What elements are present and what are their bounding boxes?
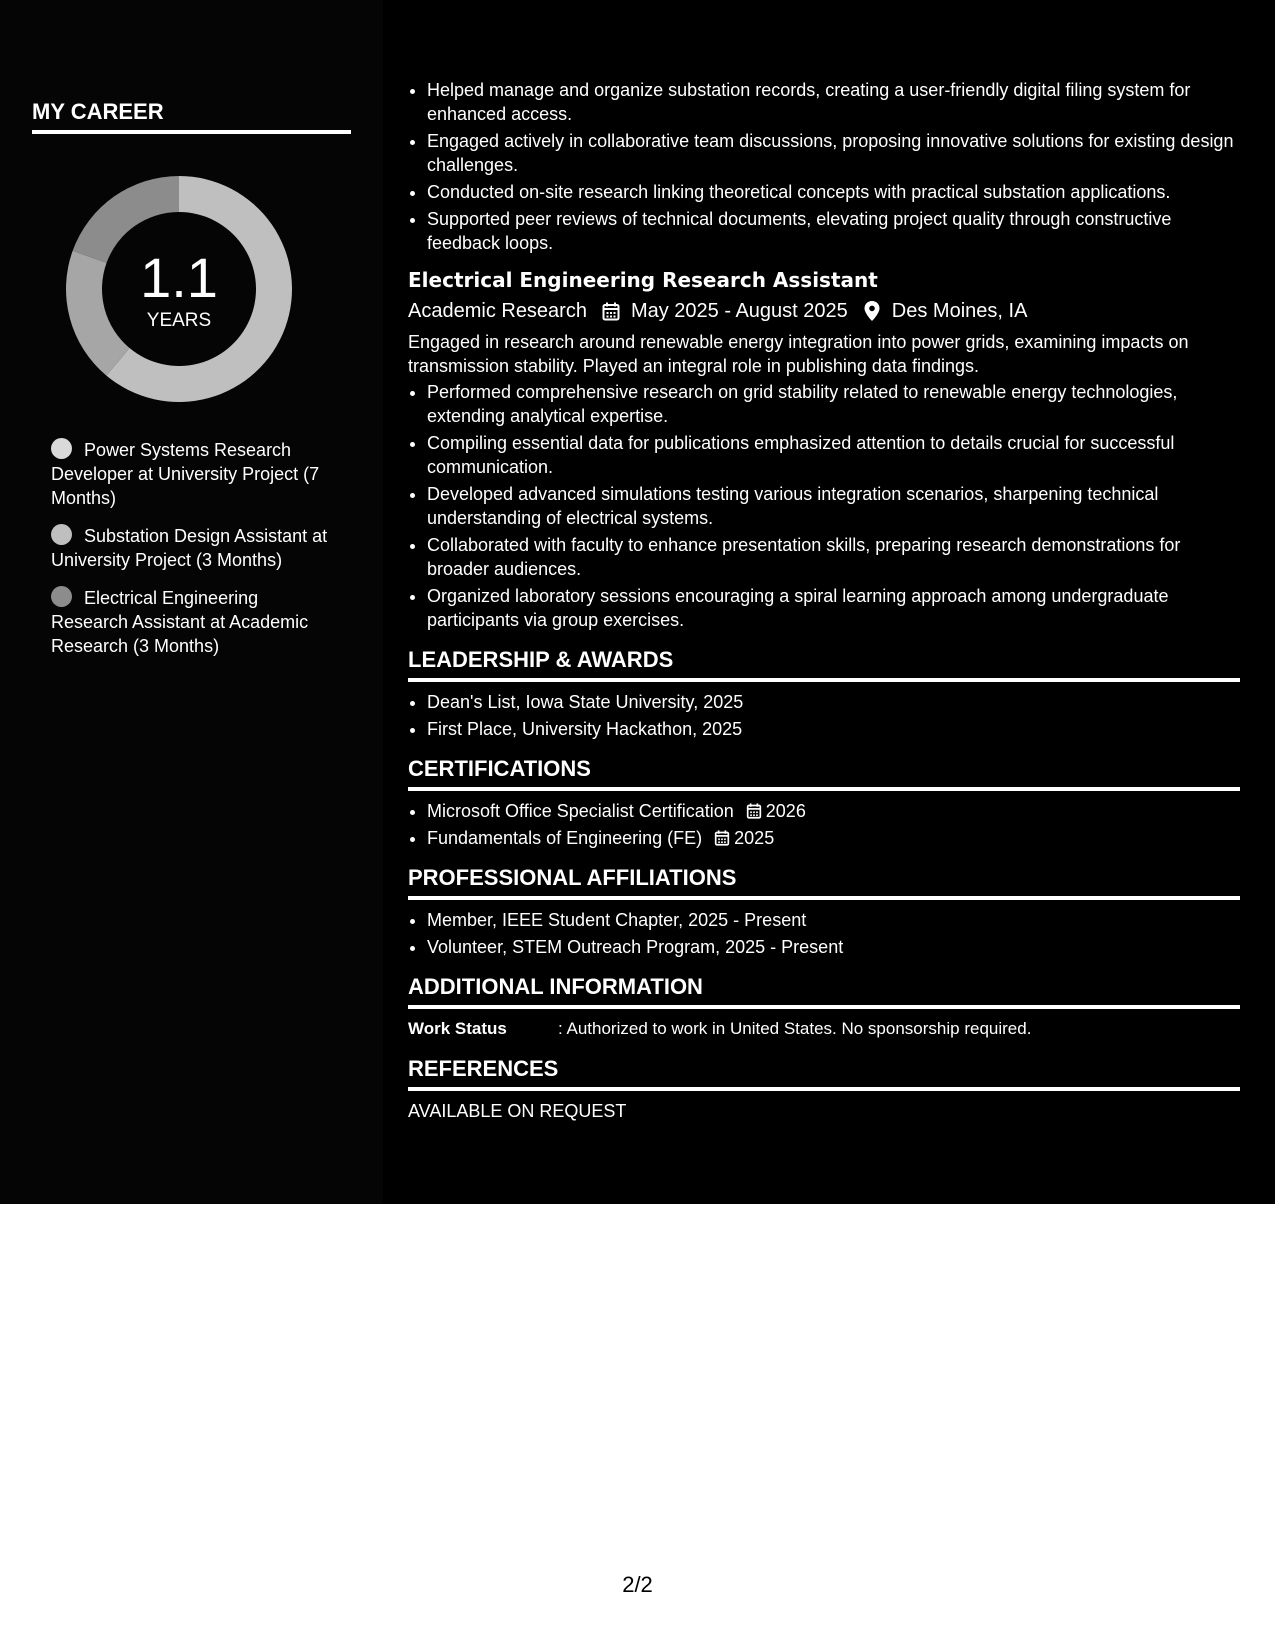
job-description: Engaged in research around renewable energy integration into power grids, examining impacts on transmission stability. Played an integral role in publishing data findings. bbox=[408, 332, 1189, 376]
career-legend-dot bbox=[51, 438, 72, 459]
career-legend-dot bbox=[51, 524, 72, 545]
bullet-item: • Organized laboratory sessions encouraging a spiral learning approach among undergraduate participants via group exercises. bbox=[427, 584, 1240, 632]
career-list bbox=[51, 438, 336, 672]
certification-item bbox=[427, 799, 1240, 823]
career-item bbox=[51, 524, 336, 572]
certification-item bbox=[427, 826, 1240, 850]
sidebar-heading: MY CAREER bbox=[32, 98, 351, 134]
total-years-value: 1.1 bbox=[140, 246, 218, 309]
bullet-item: • Collaborated with faculty to enhance presentation skills, preparing research demonstrations for broader audiences. bbox=[427, 533, 1240, 581]
bullet-item: • Conducted on-site research linking theoretical concepts with practical substation applications. bbox=[427, 180, 1240, 204]
career-donut-chart bbox=[66, 176, 292, 402]
bullet-item: • Engaged actively in collaborative team discussions, proposing innovative solutions for existing design challenges. bbox=[427, 129, 1240, 177]
previous-job-bullets bbox=[408, 78, 1240, 255]
job-dates: May 2025 - August 2025 bbox=[630, 300, 848, 322]
job-bullets bbox=[408, 380, 1240, 632]
certifications-list bbox=[408, 799, 1240, 850]
career-item bbox=[51, 586, 336, 658]
section-title-certifications: CERTIFICATIONS bbox=[408, 755, 1240, 791]
main-content bbox=[408, 78, 1240, 1123]
bullet-item: • Compiling essential data for publications emphasized attention to details crucial for successful communication. bbox=[427, 431, 1240, 479]
work-status-label: Work Status bbox=[408, 1019, 507, 1038]
work-status-row bbox=[408, 1017, 1240, 1041]
total-years-label: YEARS bbox=[146, 310, 212, 331]
certification-year: 2025 bbox=[734, 828, 775, 848]
certification-name: Microsoft Office Specialist Certification bbox=[427, 801, 734, 821]
calendar-icon bbox=[746, 803, 762, 819]
career-item-text: Electrical Engineering Research Assistant at Academic Research (3 Months) bbox=[51, 588, 309, 656]
sidebar bbox=[0, 0, 383, 1204]
section-title-affiliations: PROFESSIONAL AFFILIATIONS bbox=[408, 864, 1240, 900]
location-pin-icon bbox=[862, 301, 882, 321]
calendar-icon bbox=[714, 830, 730, 846]
job-location: Des Moines, IA bbox=[891, 300, 1028, 322]
certification-name: Fundamentals of Engineering (FE) bbox=[427, 828, 703, 848]
affiliation-item: • Member, IEEE Student Chapter, 2025 - Present bbox=[427, 908, 1240, 932]
affiliations-list bbox=[408, 908, 1240, 959]
job-meta bbox=[408, 296, 1240, 326]
bullet-item: • Supported peer reviews of technical documents, elevating project quality through constructive feedback loops. bbox=[427, 207, 1240, 255]
bullet-item: • Developed advanced simulations testing various integration scenarios, sharpening technical understanding of electrical systems. bbox=[427, 482, 1240, 530]
calendar-icon bbox=[601, 301, 621, 321]
job-title: Electrical Engineering Research Assistant bbox=[408, 268, 878, 292]
bullet-item: • Helped manage and organize substation records, creating a user-friendly digital filing system for enhanced access. bbox=[427, 78, 1240, 126]
affiliation-item: • Volunteer, STEM Outreach Program, 2025 - Present bbox=[427, 935, 1240, 959]
section-title-additional-info: ADDITIONAL INFORMATION bbox=[408, 973, 1240, 1009]
career-item bbox=[51, 438, 336, 510]
leadership-item: • Dean's List, Iowa State University, 2025 bbox=[427, 690, 1240, 714]
career-legend-dot bbox=[51, 586, 72, 607]
page-number: 2/2 bbox=[622, 1572, 653, 1597]
section-title-references: REFERENCES bbox=[408, 1055, 1240, 1091]
career-item-text: Substation Design Assistant at University Project (3 Months) bbox=[51, 526, 328, 570]
section-title-leadership: LEADERSHIP & AWARDS bbox=[408, 646, 1240, 682]
leadership-list bbox=[408, 690, 1240, 741]
bullet-item: • Performed comprehensive research on grid stability related to renewable energy technologies, extending analytical expertise. bbox=[427, 380, 1240, 428]
references-text: AVAILABLE ON REQUEST bbox=[408, 1101, 627, 1121]
career-item-text: Power Systems Research Developer at University Project (7 Months) bbox=[51, 440, 320, 508]
leadership-item: • First Place, University Hackathon, 2025 bbox=[427, 717, 1240, 741]
job-company: Academic Research bbox=[408, 300, 587, 322]
certification-year: 2026 bbox=[765, 801, 806, 821]
work-status-value: : Authorized to work in United States. No sponsorship required. bbox=[558, 1019, 1032, 1038]
